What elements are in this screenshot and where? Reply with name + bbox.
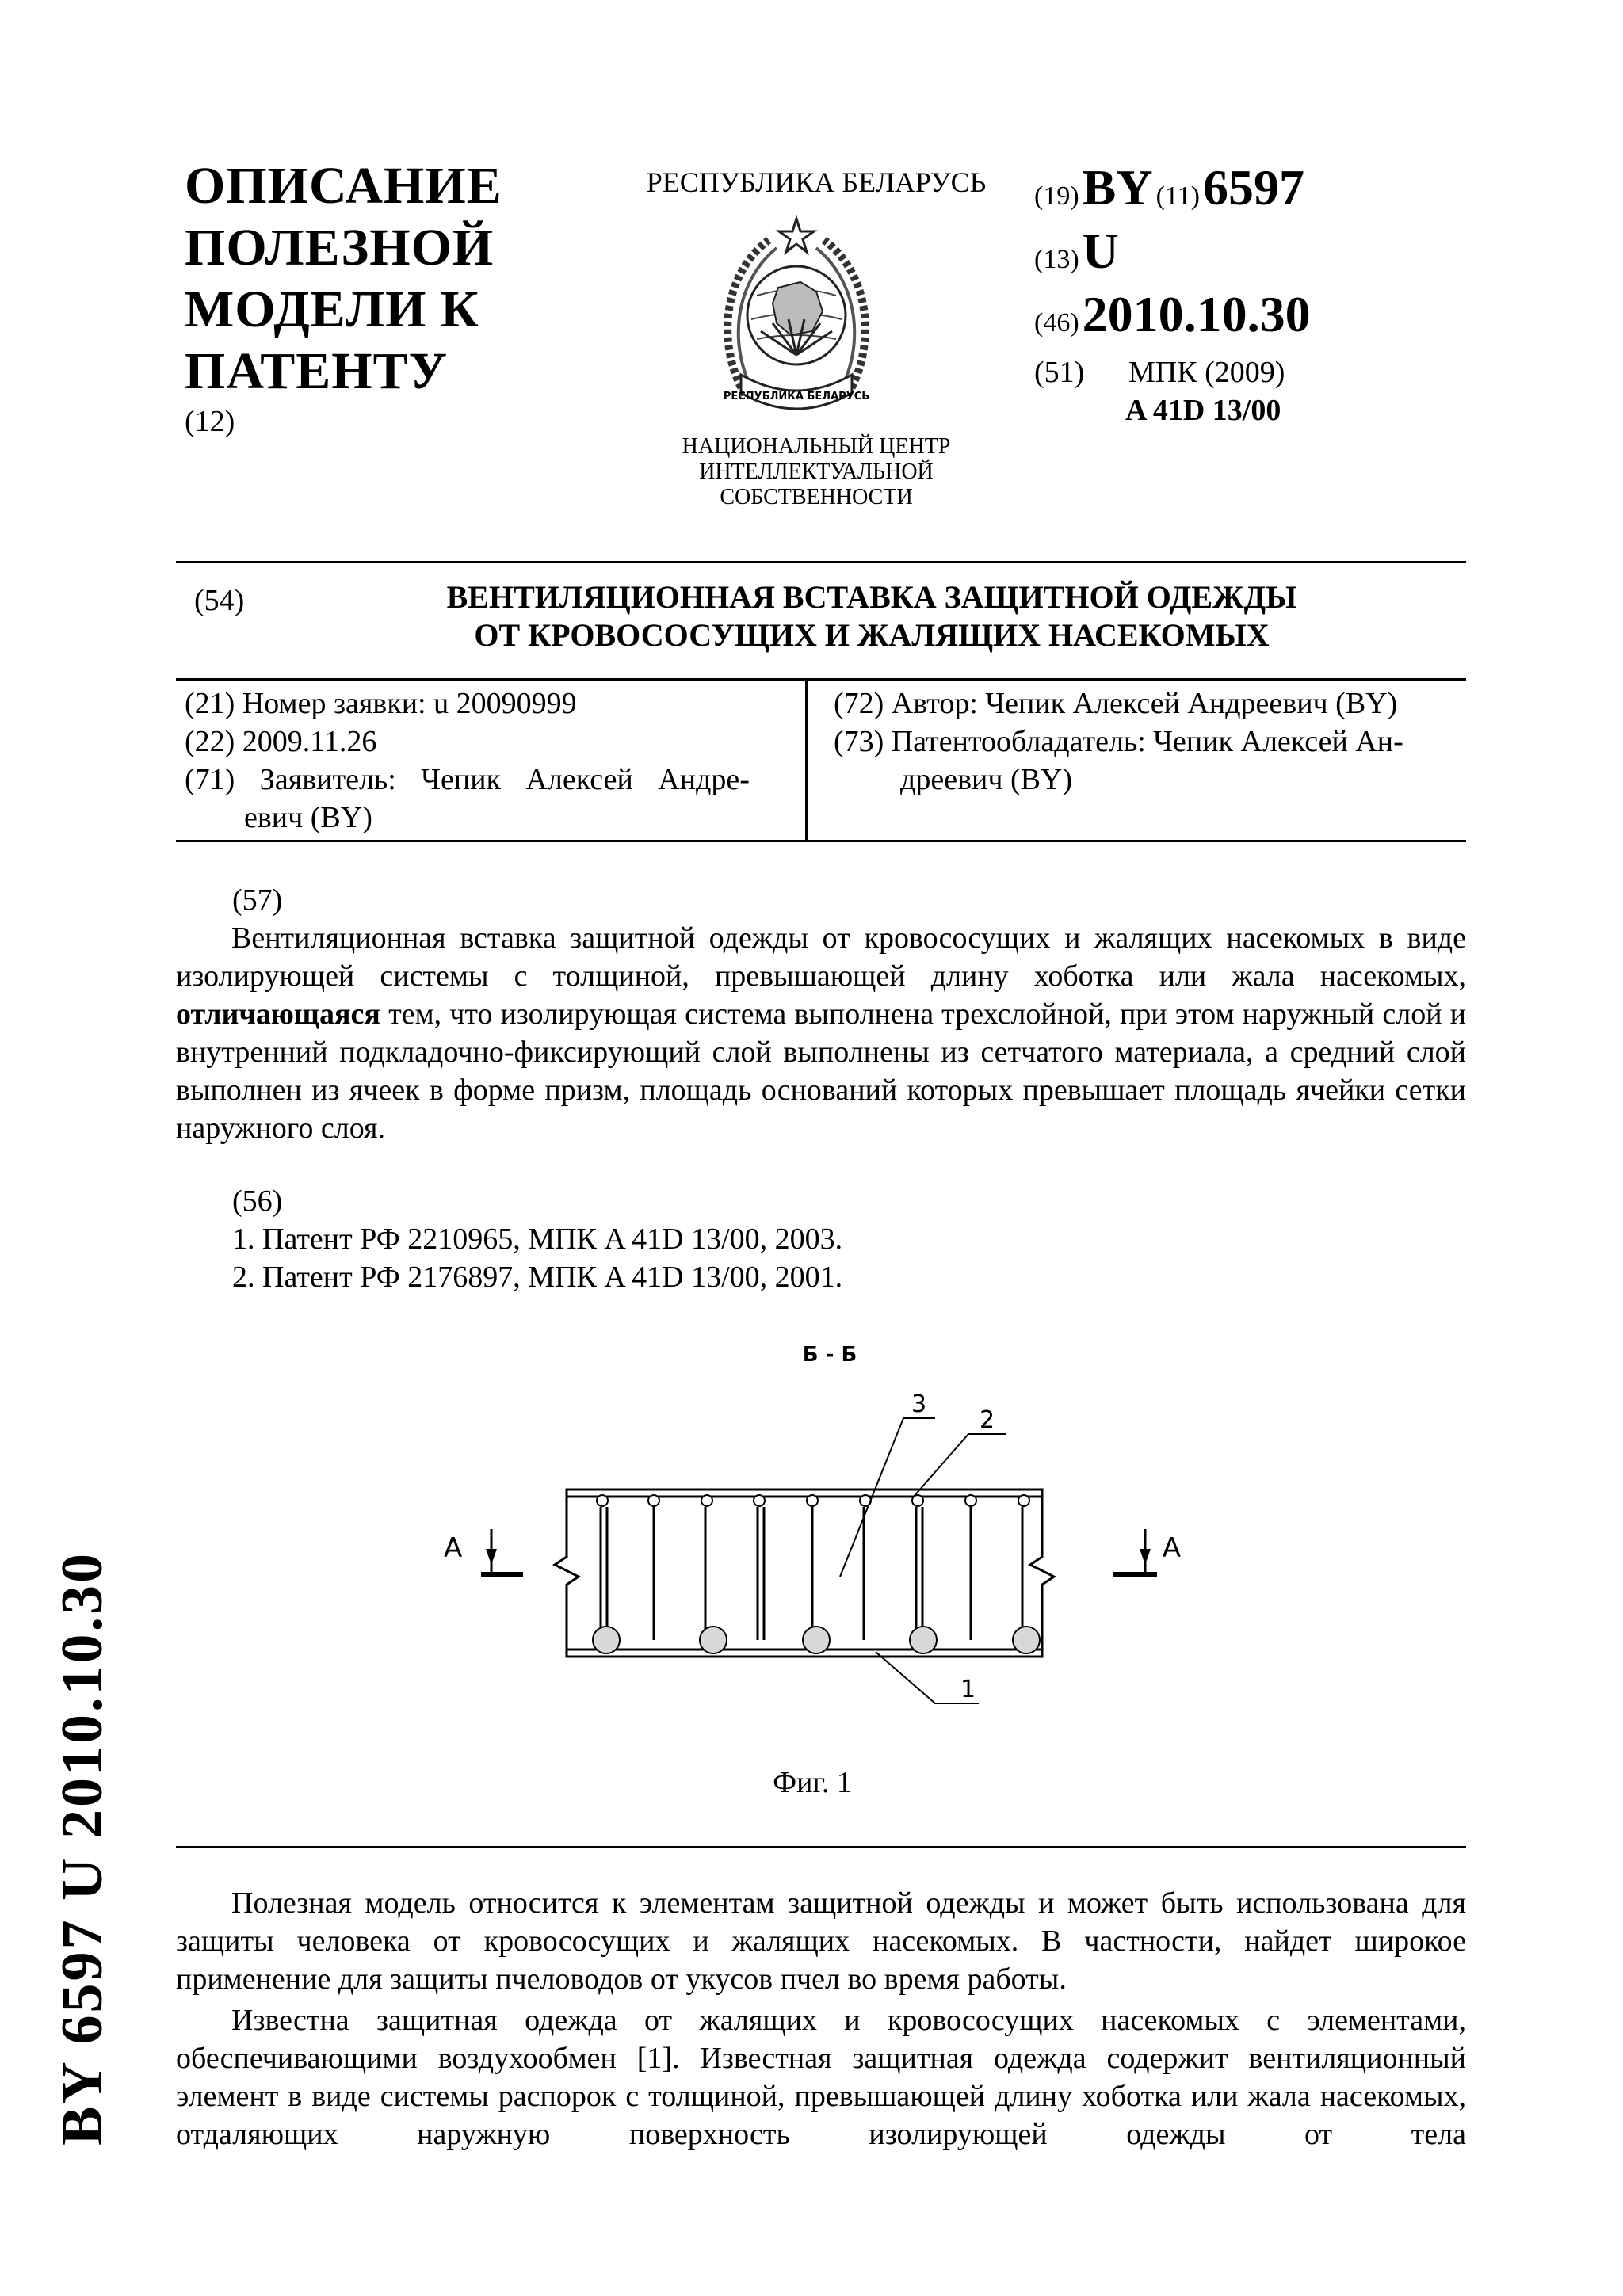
biblio-right — [834, 685, 1468, 799]
state-emblem — [713, 212, 880, 426]
leader-2 — [913, 1434, 1006, 1497]
mesh-node — [648, 1495, 659, 1506]
code-row-19-11 — [1034, 158, 1367, 222]
figure-caption: Фиг. 1 — [773, 1766, 852, 1799]
section-label: Б - Б — [802, 1343, 857, 1367]
mesh-node — [910, 1627, 937, 1653]
break-line-left — [555, 1489, 579, 1657]
figure-drawing — [396, 1339, 1189, 1743]
emblem-caption-line: НАЦИОНАЛЬНЫЙ ЦЕНТР — [682, 434, 951, 459]
figure-1 — [396, 1339, 1189, 1743]
rule-top — [176, 561, 1466, 563]
reference-item: 2. Патент РФ 2176897, МПК A 41D 13/00, 2001. — [232, 1261, 843, 1294]
side-label-container — [49, 1551, 115, 2146]
mesh-node — [597, 1495, 608, 1506]
claim-text — [176, 919, 1466, 1147]
applicant: (71) Заявитель: Чепик Алексей Андре- — [185, 763, 750, 796]
mesh-node — [807, 1495, 818, 1506]
body-paragraph: Известна защитная одежда от жалящих и кровососущих насекомых с элементами, обеспечивающими воздухообмен [1]. Известная защитная одежда содержит вентиляционный элемент в виде системы распорок с толщиной, превышающей длину хоботка или жала насекомых, отдаляющих наружную поверхность изолирующей одежды от тела — [176, 2004, 1466, 2151]
middle-layer-cells — [601, 1507, 1022, 1640]
body-text — [176, 1884, 1466, 2153]
document-title-line: ОПИСАНИЕ — [185, 157, 502, 215]
code-11: (11) — [1155, 181, 1200, 211]
emblem-caption — [610, 434, 1022, 510]
document-title-line: МОДЕЛИ К — [185, 280, 479, 338]
code-row-13 — [1034, 222, 1367, 285]
filing-date: (22) 2009.11.26 — [185, 725, 377, 758]
country-code: BY — [1082, 159, 1153, 215]
invention-title-line: ОТ КРОВОСОСУЩИХ И ЖАЛЯЩИХ НАСЕКОМЫХ — [474, 617, 1270, 653]
code-56: (56) — [232, 1184, 283, 1218]
references — [232, 1182, 1421, 1296]
section-mark-left: A — [444, 1532, 463, 1564]
patent-number: 6597 — [1202, 159, 1304, 215]
emblem-ribbon-text: РЕСПУБЛИКА БЕЛАРУСЬ — [723, 391, 870, 402]
applicant-cont: евич (BY) — [244, 801, 372, 834]
code-row-51 — [1034, 353, 1367, 391]
mesh-node — [700, 1627, 727, 1653]
ipc-label: МПК (2009) — [1128, 356, 1285, 389]
section-mark-right: A — [1162, 1532, 1181, 1564]
republic-name: РЕСПУБЛИКА БЕЛАРУСЬ — [646, 166, 987, 198]
emblem-graphic — [713, 212, 880, 426]
patent-holder-cont: дреевич (BY) — [900, 763, 1073, 796]
mesh-node — [1013, 1627, 1040, 1653]
mesh-node — [593, 1627, 620, 1653]
label-1: 1 — [960, 1676, 976, 1703]
rule-biblio-top — [176, 678, 1466, 681]
biblio-divider — [805, 678, 808, 841]
mesh-node — [965, 1495, 976, 1506]
code-12: (12) — [185, 405, 235, 438]
document-title-line: ПОЛЕЗНОЙ — [185, 219, 495, 277]
author: (72) Автор: Чепик Алексей Андреевич (BY) — [834, 687, 1398, 720]
inner-layer — [567, 1650, 1042, 1657]
mesh-node — [1018, 1495, 1029, 1506]
patent-holder: (73) Патентообладатель: Чепик Алексей Ан- — [834, 725, 1403, 758]
code-19: (19) — [1034, 181, 1079, 211]
mesh-node — [754, 1495, 765, 1506]
application-number: (21) Номер заявки: u 20090999 — [185, 687, 577, 720]
document-title — [185, 155, 597, 402]
kind-code: U — [1082, 223, 1119, 279]
section-arrowhead-left — [486, 1549, 497, 1565]
mesh-node — [701, 1495, 712, 1506]
rule-biblio-bottom — [176, 840, 1466, 842]
emblem-caption-line: СОБСТВЕННОСТИ — [720, 485, 913, 509]
label-2: 2 — [980, 1406, 995, 1434]
invention-title — [317, 578, 1426, 654]
biblio-left — [185, 685, 771, 837]
emblem-caption-line: ИНТЕЛЛЕКТУАЛЬНОЙ — [699, 460, 934, 484]
side-label: BY 6597 U 2010.10.30 — [50, 1551, 115, 2145]
invention-title-line: ВЕНТИЛЯЦИОННАЯ ВСТАВКА ЗАЩИТНОЙ ОДЕЖДЫ — [446, 579, 1297, 615]
ipc-class: A 41D 13/00 — [1125, 394, 1281, 427]
document-title-line: ПАТЕНТУ — [185, 342, 449, 400]
label-3: 3 — [911, 1390, 927, 1418]
mesh-node — [803, 1627, 830, 1653]
publication-date: 2010.10.30 — [1082, 286, 1311, 342]
rule-body — [176, 1846, 1466, 1848]
section-arrowhead-right — [1140, 1549, 1151, 1565]
code-row-46 — [1034, 285, 1367, 349]
claim-text-after: тем, что изолирующая система выполнена трехслойной, при этом наружный слой и внутренний подкладочно-фиксирующий слой выполнены из сетчатого материала, а средний слой выполнен из ячеек в форме призм, площадь оснований которых превышает площадь ячейки сетки наружного слоя. — [176, 997, 1466, 1145]
body-paragraph: Полезная модель относится к элементам защитной одежды и может быть использована для защиты человека от кровососущих и жалящих насекомых. В частности, найдет широкое применение для защиты пчеловодов от укусов пчел во время работы. — [176, 1886, 1466, 1996]
code-13: (13) — [1034, 245, 1079, 274]
code-51: (51) — [1034, 356, 1085, 389]
reference-item: 1. Патент РФ 2210965, МПК A 41D 13/00, 2003. — [232, 1222, 843, 1256]
claim-text-before: Вентиляционная вставка защитной одежды от кровососущих и жалящих насекомых в виде изолирующей системы с толщиной, превышающей длину хоботка или жала насекомых, — [176, 921, 1466, 993]
code-57: (57) — [232, 883, 283, 917]
code-46: (46) — [1034, 308, 1079, 338]
claim-text-bold: отличающаяся — [176, 997, 380, 1031]
code-54: (54) — [194, 584, 245, 617]
publication-codes — [1034, 158, 1367, 429]
